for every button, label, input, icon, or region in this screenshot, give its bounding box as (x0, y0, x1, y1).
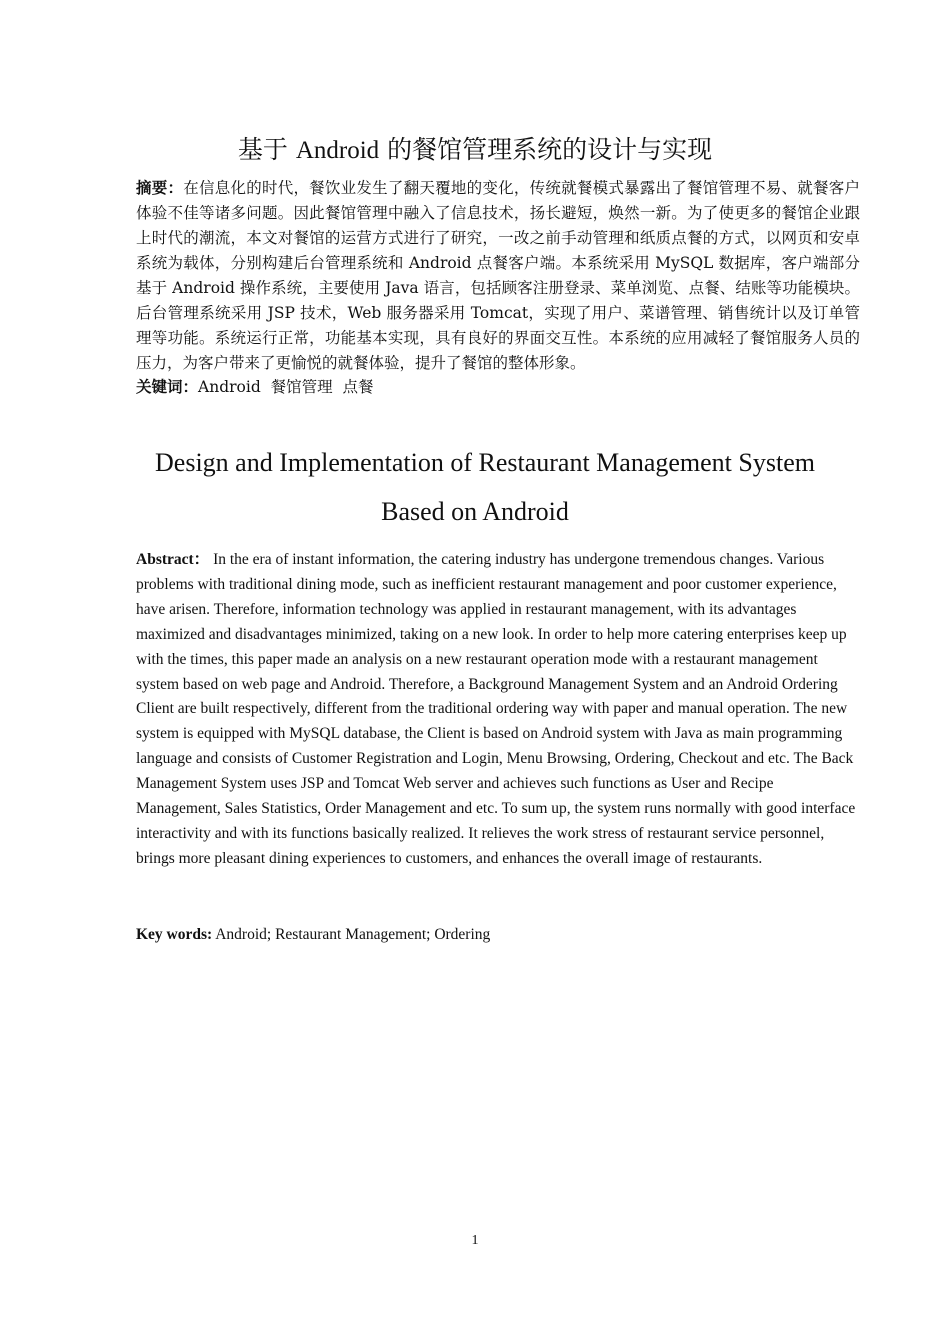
english-title-line-1: Design and Implementation of Restaurant Management System (155, 448, 815, 477)
english-abstract-text: In the era of instant information, the catering industry has undergone tremendous changes. Various problems with traditional dining mode, such as inefficient restaurant management and poor customer experience, have arisen. Therefore, information technology was applied in restaurant management, with its advantages maximized and disadvantages minimized, taking on a new look. In order to help more catering enterprises keep up with the times, this paper made an analysis on a new restaurant operation mode with a restaurant management system based on web page and Android. Therefore, a Background Management System and an Android Ordering Client are built respectively, different from the traditional ordering way with paper and manual operation. The new system is equipped with MySQL database, the Client is based on Android system with Java as main programming language and consists of Customer Registration and Login, Menu Browsing, Ordering, Checkout and etc. The Back Management System uses JSP and Tomcat Web server and achieves such functions as User and Recipe Management, Sales Statistics, Order Management and etc. To sum up, the system runs normally with good interface interactivity and with its functions basically realized. It relieves the work stress of restaurant service personnel, brings more pleasant dining experiences to customers, and enhances the overall image of restaurants. (136, 551, 856, 867)
chinese-keywords-text: Android 餐馆管理 点餐 (198, 378, 374, 396)
chinese-title-latin: Android (295, 137, 380, 164)
chinese-abstract-label: 摘要： (136, 179, 184, 197)
chinese-title-prefix: 基于 (237, 135, 296, 164)
chinese-abstract (136, 176, 860, 376)
page-number: 1 (471, 1233, 479, 1248)
english-title-line-2: Based on Android (381, 497, 569, 526)
english-abstract-label: Abstract： (136, 551, 210, 568)
chinese-title-suffix: 的餐馆管理系统的设计与实现 (379, 135, 713, 164)
english-abstract (136, 548, 860, 872)
english-keywords (136, 922, 490, 947)
english-keywords-text: Android; Restaurant Management; Ordering (212, 926, 491, 943)
english-keywords-label: Key words: (136, 926, 213, 943)
chinese-keywords (136, 375, 373, 400)
chinese-title (0, 134, 950, 167)
chinese-abstract-text: 在信息化的时代，餐饮业发生了翻天覆地的变化，传统就餐模式暴露出了餐馆管理不易、就餐客户体验不佳等诸多问题。因此餐馆管理中融入了信息技术，扬长避短，焕然一新。为了使更多的餐馆企业跟上时代的潮流，本文对餐馆的运营方式进行了研究，一改之前手动管理和纸质点餐的方式，以网页和安卓系统为载体，分别构建后台管理系统和 Android 点餐客户端。本系统采用 MySQL 数据库，客户端部分基于 Android 操作系统，主要使用 Java 语言，包括顾客注册登录、菜单浏览、点餐、结账等功能模块。后台管理系统采用 JSP 技术，Web 服务器采用 Tomcat，实现了用户、菜谱管理、销售统计以及订单管理等功能。系统运行正常，功能基本实现，具有良好的界面交互性。本系统的应用减轻了餐馆服务人员的压力，为客户带来了更愉悦的就餐体验，提升了餐馆的整体形象。 (136, 179, 860, 372)
chinese-keywords-label: 关键词： (136, 378, 199, 396)
